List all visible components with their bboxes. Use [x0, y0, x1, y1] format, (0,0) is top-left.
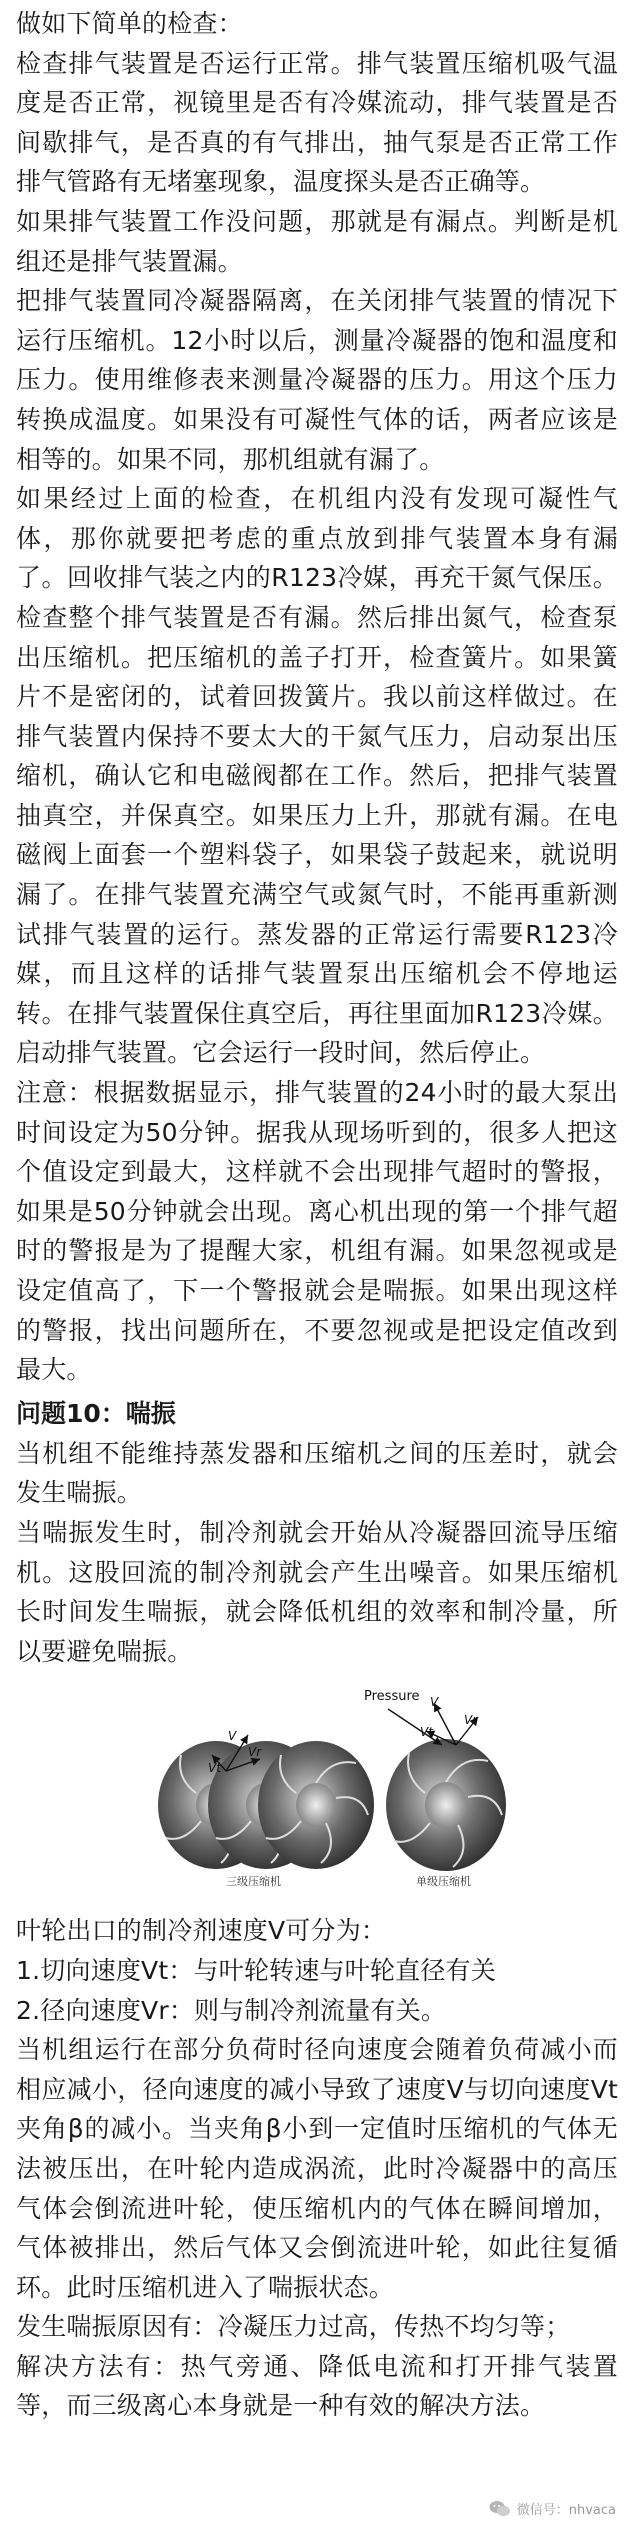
watermark-text: 微信号：nhvaca	[516, 2503, 616, 2518]
single-stage-impeller	[386, 1739, 506, 1871]
vt-label-three: Vt	[208, 1761, 221, 1776]
paragraph-isolate: 把排气装置同冷凝器隔离，在关闭排气装置的情况下运行压缩机。12小时以后，测量冷凝器的饱和温度和压力。使用维修表来测量冷凝器的压力。用这个压力转换成温度。如果没有可凝性气体的话，两者应该是相等的。如果不同，那机组就有漏了。	[16, 286, 618, 474]
paragraph-velocity-components: 叶轮出口的制冷剂速度V可分为：	[16, 1916, 387, 1946]
v-label-single: V	[430, 1695, 439, 1710]
v-label-three: V	[228, 1729, 237, 1744]
paragraph-purge-leak: 如果经过上面的检查，在机组内没有发现可凝性气体，那你就要把考虑的重点放到排气装置本身有漏了。回收排气装之内的R123冷媒，再充干氮气保压。检查整个排气装置是否有漏。然后排出氮气，检查泵出压缩机。把压缩机的盖子打开，检查簧片。如果簧片不是密闭的，试着回拨簧片。我以前这样做过。在排气装置内保持不要太大的干氮气压力，启动泵出压缩机，确认它和电磁阀都在工作。然后，把排气装置抽真空，并保真空。如果压力上升，那就有漏。在电磁阀上面套一个塑料袋子，如果袋子鼓起来，就说明漏了。在排气装置充满空气或氮气时，不能再重新测试排气装置的运行。蒸发器的正常运行需要R123冷媒，而且这样的话排气装置泵出压缩机会不停地运转。在排气装置保住真空后，再往里面加R123冷媒。启动排气装置。它会运行一段时间，然后停止。	[16, 484, 618, 1068]
impeller-illustration	[16, 1683, 616, 1893]
paragraph-leak: 如果排气装置工作没问题，那就是有漏点。判断是机组还是排气装置漏。	[16, 206, 618, 276]
paragraph-radial: 2.径向速度Vr：则与制冷剂流量有关。	[16, 1995, 447, 2025]
wechat-icon	[489, 2500, 511, 2518]
paragraph-partial-load: 当机组运行在部分负荷时径向速度会随着负荷减小而相应减小，径向速度的减小导致了速度V与切向速度Vt夹角β的减小。当夹角β小到一定值时压缩机的气体无法被压出，在叶轮内造成涡流，此时冷凝器中的高压气体会倒流进叶轮，使压缩机内的气体在瞬间增加，气体被排出，然后气体又会倒流进叶轮，如此往复循环。此时压缩机进入了喘振状态。	[16, 2035, 618, 2302]
vt-label-single: Vt	[420, 1725, 433, 1740]
paragraph-check-purge: 检查排气装置是否运行正常。排气装置压缩机吸气温度是否正常，视镜里是否有冷媒流动，排气装置是否间歇排气，是否真的有气排出，抽气泵是否正常工作排气管路有无堵塞现象，温度探头是否正确等。	[16, 48, 618, 197]
paragraph-surge-definition: 当机组不能维持蒸发器和压缩机之间的压差时，就会发生喘振。	[16, 1438, 618, 1508]
section-heading-surge: 问题10：喘振	[16, 1398, 176, 1428]
watermark	[489, 2499, 616, 2518]
caption-single-stage: 单级压缩机	[416, 1875, 471, 1889]
paragraph-tangential: 1.切向速度Vt：与叶轮转速与叶轮直径有关	[16, 1955, 496, 1985]
three-stage-impeller-3	[258, 1741, 374, 1869]
caption-three-stage: 三级压缩机	[226, 1875, 281, 1889]
vr-label-three: Vr	[248, 1745, 262, 1760]
paragraph-surge-effect: 当喘振发生时，制冷剂就会开始从冷凝器回流导压缩机。这股回流的制冷剂就会产生出噪音。如果压缩机长时间发生喘振，就会降低机组的效率和制冷量，所以要避免喘振。	[16, 1517, 618, 1666]
vr-label-single: Vr	[464, 1713, 478, 1728]
paragraph-solutions: 解决方法有：热气旁通、降低电流和打开排气装置等，而三级离心本身就是一种有效的解决方法。	[16, 2351, 618, 2421]
pressure-label: Pressure	[364, 1689, 420, 1705]
impeller-figure	[16, 1683, 616, 1893]
paragraph-intro: 做如下简单的检查：	[16, 9, 243, 38]
paragraph-note: 注意：根据数据显示，排气装置的24小时的最大泵出时间设定为50分钟。据我从现场听到的，很多人把这个值设定到最大，这样就不会出现排气超时的警报，如果是50分钟就会出现。离心机出现的第一个排气超时的警报是为了提醒大家，机组有漏。如果忽视或是设定值高了，下一个警报就会是喘振。如果出现这样的警报，找出问题所在，不要忽视或是把设定值改到最大。	[16, 1078, 618, 1385]
paragraph-causes: 发生喘振原因有：冷凝压力过高，传热不均匀等；	[16, 2312, 571, 2342]
